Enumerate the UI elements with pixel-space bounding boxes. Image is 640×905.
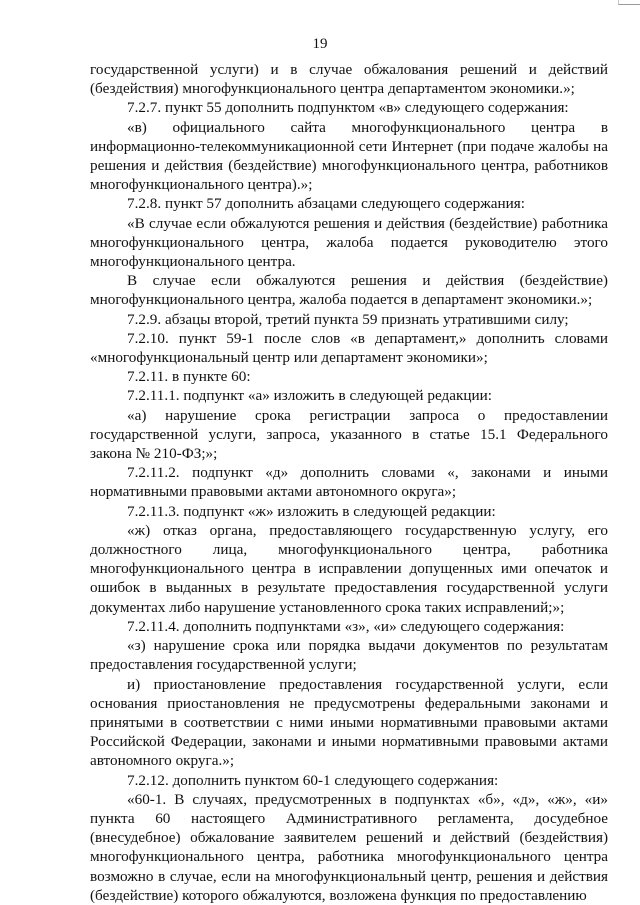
paragraph-10: 7.2.11.1. подпункт «а» изложить в следующей редакции: bbox=[127, 387, 492, 405]
paragraph-5: «В случае если обжалуются решения и действия (бездействие) работника многофункционального центра, жалоба подается руководителю этого многофункционального центра. bbox=[90, 214, 608, 271]
paragraph-3: «в) официального сайта многофункционального центра в информационно-телекоммуникационной сети Интернет (при подаче жалобы на решения и действия (бездействие) многофункционального центра, работников многофункционального центра).»; bbox=[90, 118, 608, 194]
paragraph-2: 7.2.7. пункт 55 дополнить подпунктом «в» следующего содержания: bbox=[127, 99, 569, 117]
paragraph-6: В случае если обжалуются решения и действия (бездействие) многофункционального центра, жалоба подается в департамент экономики.»; bbox=[90, 272, 608, 309]
paragraph-1: государственной услуги) и в случае обжалования решений и действий (бездействия) многофункционального центра департаментом экономики.»; bbox=[90, 61, 608, 98]
paragraph-7: 7.2.9. абзацы второй, третий пункта 59 признать утратившими силу; bbox=[127, 310, 569, 328]
paragraph-14: «ж) отказ органа, предоставляющего государственную услугу, его должностного лица, многофункционального центра, работника многофункционального центра в исправлении допущенных ими опечаток и ошибок в выданных в результате предоставления государственной услуги документах либо нарушение установленного срока таких исправлений;»; bbox=[90, 521, 608, 616]
paragraph-16: «з) нарушение срока или порядка выдачи документов по результатам предоставления государственной услуги; bbox=[90, 637, 608, 674]
page-corner-mark bbox=[618, 0, 640, 5]
paragraph-13: 7.2.11.3. подпункт «ж» изложить в следующей редакции: bbox=[127, 502, 496, 520]
paragraph-11: «а) нарушение срока регистрации запроса о предоставлении государственной услуги, запроса, указанного в статье 15.1 Федерального закона № 210-ФЗ;»; bbox=[90, 406, 608, 463]
paragraph-19: «60-1. В случаях, предусмотренных в подпунктах «б», «д», «ж», «и» пункта 60 настоящего Административного регламента, досудебное (внесудебное) обжалование заявителем решений и действий (бездействия) многофункционального центра, работника многофункционального центра возможно в случае, если на многофункциональный центр, решения и действия (бездействие) которого обжалуются, возложена функция по предоставлению bbox=[90, 790, 608, 904]
page-number: 19 bbox=[312, 36, 328, 52]
paragraph-15: 7.2.11.4. дополнить подпунктами «з», «и» следующего содержания: bbox=[127, 617, 565, 635]
paragraph-17: и) приостановление предоставления государственной услуги, если основания приостановления не предусмотрены федеральными законами и принятыми в соответствии с ними иными нормативными правовыми актами Российской Федерации, законами и иными нормативными правовыми актами автономного округа.»; bbox=[90, 675, 608, 770]
paragraph-9: 7.2.11. в пункте 60: bbox=[127, 368, 251, 386]
paragraph-18: 7.2.12. дополнить пунктом 60-1 следующего содержания: bbox=[127, 771, 499, 789]
document-body bbox=[90, 60, 608, 905]
paragraph-4: 7.2.8. пункт 57 дополнить абзацами следующего содержания: bbox=[127, 195, 525, 213]
paragraph-12: 7.2.11.2. подпункт «д» дополнить словами «, законами и иными нормативными правовыми актами автономного округа»; bbox=[90, 464, 608, 501]
paragraph-8: 7.2.10. пункт 59-1 после слов «в департамент,» дополнить словами «многофункциональный центр или департамент экономики»; bbox=[90, 329, 608, 367]
